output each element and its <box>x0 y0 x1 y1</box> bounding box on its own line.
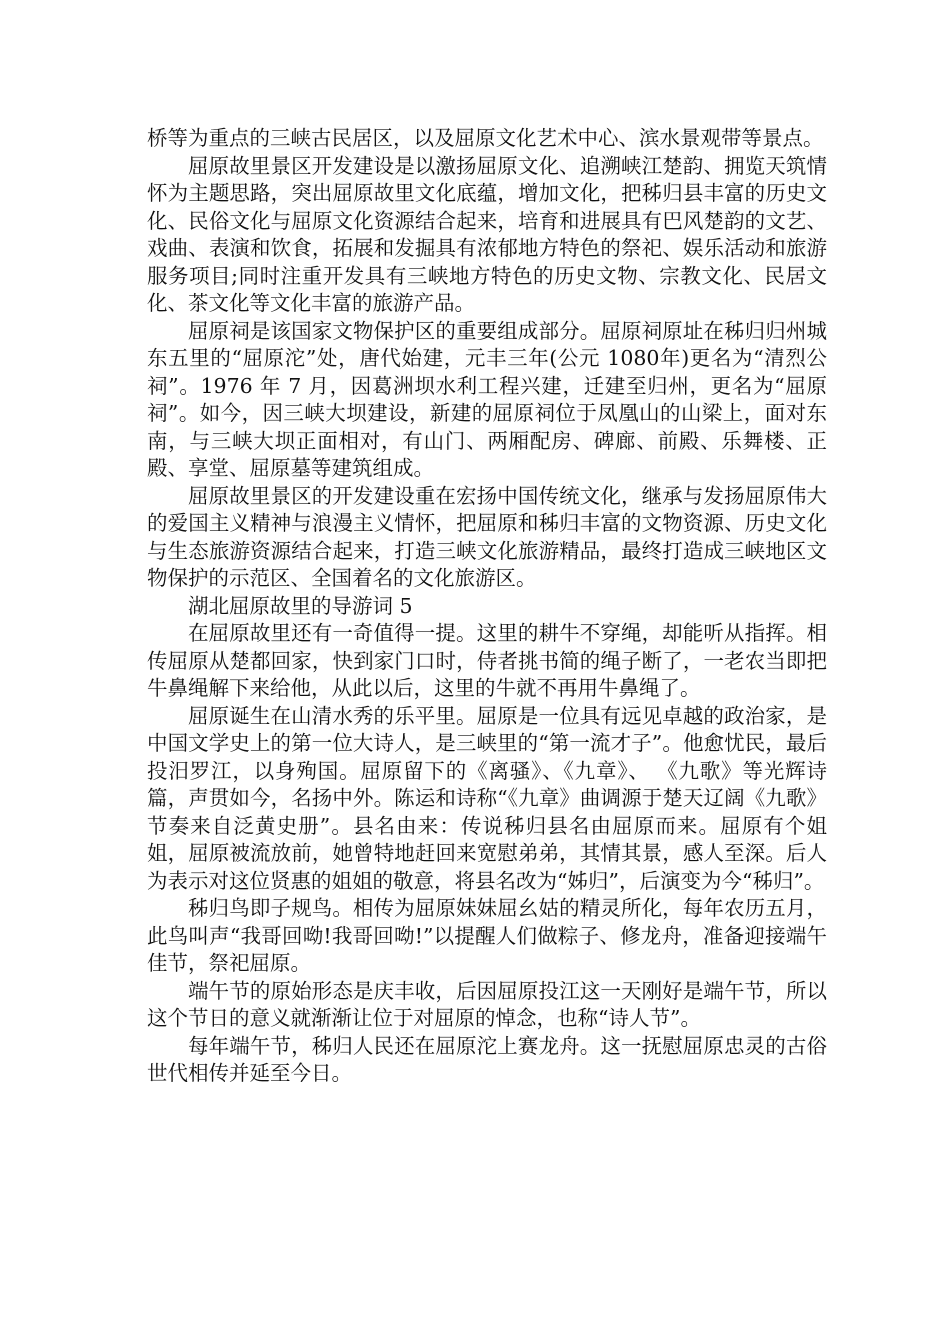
paragraph-continuation: 桥等为重点的三峡古民居区，以及屈原文化艺术中心、滨水景观带等景点。 <box>147 126 824 150</box>
document-page <box>147 125 827 1088</box>
paragraph-zigui-bird: 秭归鸟即子规鸟。相传为屈原妹妹屈幺姑的精灵所化，每年农历五月，此鸟叫声“我哥回呦!我哥回呦!”以提醒人们做粽子、修龙舟，准备迎接端午佳节，祭祀屈原。 <box>147 896 827 975</box>
paragraph-birthplace: 屈原诞生在山清水秀的乐平里。屈原是一位具有远见卓越的政治家，是中国文学史上的第一位大诗人，是三峡里的“第一流才子”。他愈忧民，最后投汨罗江，以身殉国。屈原留下的《离骚》、《九章》、 《九歌》等光辉诗篇，声贯如今，名扬中外。陈运和诗称“《九章》曲调源于楚天辽阔《九歌》节奏来自泛黄史册”。县名由来：传说秭归县名由屈原而来。屈原有个姐姐，屈原被流放前，她曾特地赶回来宽慰弟弟，其情其景，感人至深。后人为表示对这位贤惠的姐姐的敬意，将县名改为“姊归”，后演变为今“秭归”。 <box>147 703 827 893</box>
paragraph-dragon-boat-race: 每年端午节，秭归人民还在屈原沱上赛龙舟。这一抚慰屈原忠灵的古俗世代相传并延至今日。 <box>147 1033 827 1085</box>
paragraph-scenic-area: 屈原故里景区的开发建设重在宏扬中国传统文化，继承与发扬屈原伟大的爱国主义精神与浪漫主义情怀，把屈原和秭归丰富的文物资源、历史文化与生态旅游资源结合起来，打造三峡文化旅游精品，最终打造成三峡地区文物保护的示范区、全国着名的文化旅游区。 <box>147 483 827 590</box>
paragraph-development: 屈原故里景区开发建设是以激扬屈原文化、追溯峡江楚韵、拥览天筑情怀为主题思路，突出屈原故里文化底蕴，增加文化，把秭归县丰富的历史文化、民俗文化与屈原文化资源结合起来，培育和进展具有巴风楚韵的文艺、戏曲、表演和饮食，拓展和发掘具有浓郁地方特色的祭祀、娱乐活动和旅游服务项目;同时注重开发具有三峡地方特色的历史文物、宗教文化、民居文化、茶文化等文化丰富的旅游产品。 <box>147 153 827 315</box>
paragraph-cattle: 在屈原故里还有一奇值得一提。这里的耕牛不穿绳，却能听从指挥。相传屈原从楚都回家，快到家门口时，侍者挑书简的绳子断了，一老农当即把牛鼻绳解下来给他，从此以后，这里的牛就不再用牛鼻绳了。 <box>147 621 827 700</box>
paragraph-dragon-boat-festival: 端午节的原始形态是庆丰收，后因屈原投江这一天刚好是端午节，所以这个节日的意义就渐渐让位于对屈原的悼念，也称“诗人节”。 <box>147 978 827 1030</box>
paragraph-qu-yuan-temple: 屈原祠是该国家文物保护区的重要组成部分。屈原祠原址在秭归归州城东五里的“屈原沱”处，唐代始建，元丰三年(公元 1080年)更名为“清烈公祠”。1976 年 7 月，因葛洲坝水利工程兴建，迁建至归州，更名为“屈原祠”。如今，因三峡大坝建设，新建的屈原祠位于凤凰山的山梁上，面对东南，与三峡大坝正面相对，有山门、两厢配房、碑廊、前殿、乐舞楼、正殿、享堂、屈原墓等建筑组成。 <box>147 318 827 480</box>
section-heading: 湖北屈原故里的导游词 5 <box>188 593 413 618</box>
